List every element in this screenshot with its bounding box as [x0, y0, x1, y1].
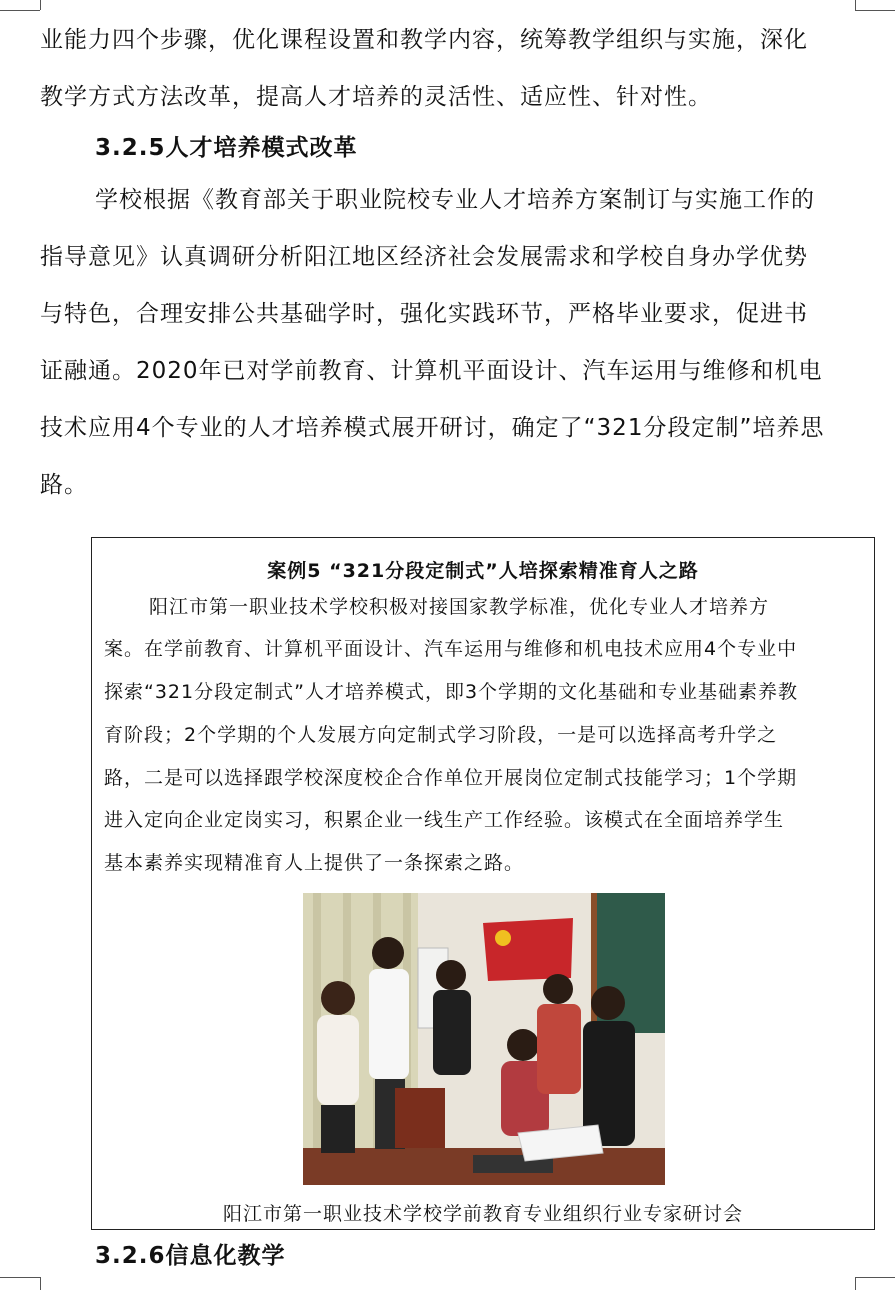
photo-caption: 阳江市第一职业技术学校学前教育专业组织行业专家研讨会 — [222, 1203, 743, 1225]
body-text-line: 教学方式方法改革，提高人才培养的灵活性、适应性、针对性。 — [40, 84, 712, 110]
case-text-line: 路，二是可以选择跟学校深度校企合作单位开展岗位定制式技能学习；1个学期 — [104, 767, 798, 789]
crop-mark-bottom-left — [0, 1277, 40, 1278]
crop-mark-top-right — [855, 10, 895, 11]
case-title: 案例5 “321分段定制式”人培探索精准育人之路 — [267, 560, 699, 582]
case-text-line: 探索“321分段定制式”人才培养模式，即3个学期的文化基础和专业基础素养教 — [104, 681, 799, 703]
crop-mark-top-right — [855, 0, 856, 10]
seminar-photo — [303, 893, 665, 1185]
section-heading-325: 3.2.5人才培养模式改革 — [95, 135, 358, 161]
body-text-line: 与特色，合理安排公共基础学时，强化实践环节，严格毕业要求，促进书 — [40, 301, 808, 327]
body-text-line: 路。 — [40, 472, 88, 498]
case-text-line: 基本素养实现精准育人上提供了一条探索之路。 — [104, 852, 525, 874]
section-heading-326: 3.2.6信息化教学 — [95, 1243, 286, 1269]
body-text-line: 技术应用4个专业的人才培养模式展开研讨，确定了“321分段定制”培养思 — [40, 415, 825, 441]
case-text-line: 进入定向企业定岗实习，积累企业一线生产工作经验。该模式在全面培养学生 — [104, 809, 785, 831]
crop-mark-top-left — [40, 0, 41, 10]
body-text-line: 学校根据《教育部关于职业院校专业人才培养方案制订与实施工作的 — [95, 187, 815, 213]
crop-mark-bottom-left — [40, 1277, 41, 1290]
case-text-line: 案。在学前教育、计算机平面设计、汽车运用与维修和机电技术应用4个专业中 — [104, 638, 798, 660]
body-text-line: 证融通。2020年已对学前教育、计算机平面设计、汽车运用与维修和机电 — [40, 358, 823, 384]
case-text-line: 育阶段；2个学期的个人发展方向定制式学习阶段，一是可以选择高考升学之 — [104, 724, 778, 746]
case-text-line: 阳江市第一职业技术学校积极对接国家教学标准，优化专业人才培养方 — [149, 596, 770, 618]
body-text-line: 业能力四个步骤，优化课程设置和教学内容，统筹教学组织与实施，深化 — [40, 27, 808, 53]
crop-mark-bottom-right — [855, 1277, 895, 1278]
body-text-line: 指导意见》认真调研分析阳江地区经济社会发展需求和学校自身办学优势 — [40, 244, 808, 270]
crop-mark-bottom-right — [855, 1277, 856, 1290]
case-study-box — [91, 537, 875, 1230]
crop-mark-top-left — [0, 10, 40, 11]
